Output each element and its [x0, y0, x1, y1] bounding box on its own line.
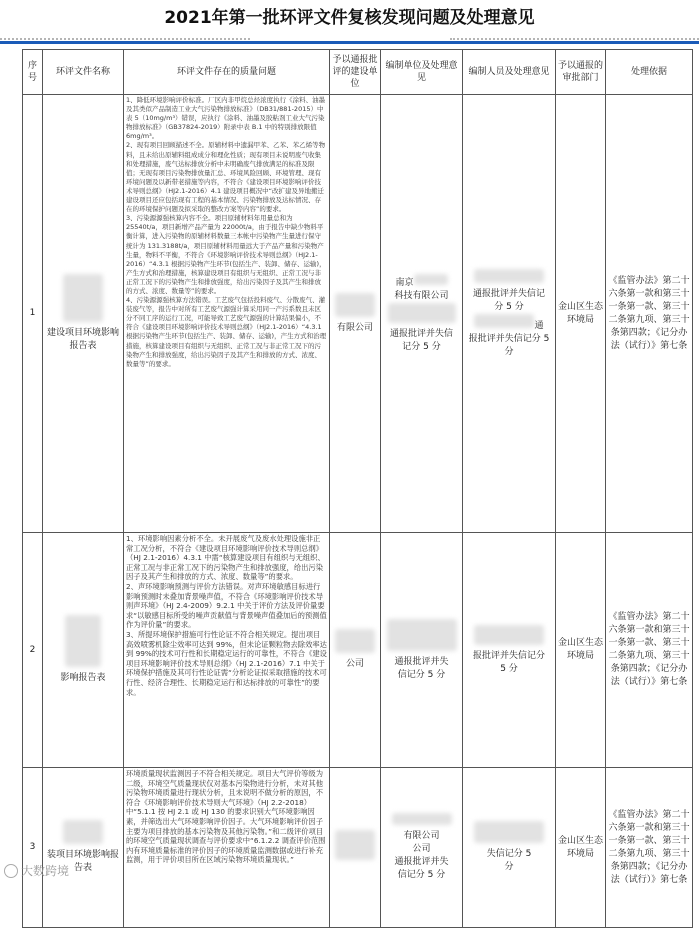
col-header-issues: 环评文件存在的质量问题	[124, 50, 330, 95]
issue-paragraph: 3、所提环境保护措施可行性论证不符合相关规定。提出项目高效喷雾机除尘效率可达到 99%，但未论证颗粒物去除效率达到 99%的技术可行性和长期稳定运行的可靠性，不符合《建设项目环境影响评价技术导则总纲》（HJ 2.1-2016）7.1 中关于环境保护措施及其可行性论证需“分析论证拟采取措施的技术可行性、经济合理性、长期稳定运行和达标排放的可靠性”的要求。	[126, 629, 327, 697]
col-header-basis: 处理依据	[606, 50, 693, 95]
table-row	[23, 533, 693, 768]
table-header-row	[23, 50, 693, 95]
org-penalty: 通报批评并失	[394, 656, 449, 667]
redacted-block	[63, 820, 103, 844]
redacted-block	[392, 813, 452, 825]
table-row	[23, 95, 693, 533]
document-name-cell	[43, 533, 124, 768]
redacted-block	[63, 274, 103, 322]
issue-paragraph: 3、污染源源强核算内容不全。项目原辅材料年用量总和为 25540t/a，项目新增产品产量为 22000t/a，由于报告中缺少物料平衡计算，进入污染物的原辅材料数量三本帐中污染物产生量进行保守统计为 131.3188t/a，项目原辅材料用量远大于产品产量和污染物产生量，物料不平衡，不符合《环境影响评价技术导则总纲》（HJ2.1-2016）“4.3.1 根据污染物产生环节(包括生产、装卸、储存、运输)，产生方式和治理措施，核算建设项目有组织与无组织、正常工况与非正常工况下的污染物产生和排放强度，给出污染因子及其产生和排放的方式、浓度、数量等”的要求。	[126, 214, 326, 295]
watermark-text: 大数跨境	[21, 864, 70, 878]
redacted-block	[474, 314, 534, 328]
person-penalty-score: 分	[504, 862, 514, 872]
issue-paragraph: 1、降低环境影响评价标准。厂区内非甲烷总烃浓度执行《涂料、油墨及其类似产品制造工业大气污染物排放标准》（DB31/881-2015）中表 5（10mg/m³）错误，应执行《涂料、油墨及胶粘剂工业大气污染物排放标准》（GB37824-2019）附录中表 B.1 中的特别排放限值 6mg/m³。	[126, 96, 326, 141]
approver-name: 公司	[345, 659, 364, 669]
document-name: 影响报告表	[60, 673, 106, 683]
issue-paragraph: 环境质量现状监测因子不符合相关规定。项目大气评价等级为二级，环境空气质量现状仅对基本污染物进行分析，未对其他污染物环境质量进行现状分析，且未说明不做分析的原因，不符合《环境影响评价技术导则大气环境》（HJ 2.2-2018）中“5.1.1 按 HJ 2.1 或 HJ 130 的要求识别大气环境影响因素，并筛选出大气环境影响评价因子。大气环境影响评价因子主要为项目排放的基本污染物及其他污染物。”和二级评价项目的环境空气质量现状调查与评价要求中“6.1.2.2 调查评价范围内有环境质量标准的评价因子的环境质量监测数据或进行补充监测，用于评价项目所在区域污染物环境质量现状。”	[126, 769, 326, 865]
issues-cell	[124, 533, 330, 768]
issue-paragraph: 2、声环境影响预测与评价方法错误。对声环境敏感目标进行影响预测时未叠加背景噪声值，不符合《环境影响评价技术导则声环境》（HJ 2.4-2009）9.2.1 中关于评价方法及评价量要求“以敏感目标所受的噪声贡献值与背景噪声值叠加后的预测值作为评价量”的要求。	[126, 581, 327, 630]
basis-cell: 《监管办法》第二十六条第一款和第三十一条第一款、第三十二条第九项、第三十条第四款；《记分办法（试行）》第七条	[606, 768, 693, 928]
org-cell	[381, 768, 463, 928]
person-cell	[463, 533, 556, 768]
issues-cell	[124, 95, 330, 533]
page-title: 2021年第一批环评文件复核发现问题及处理意见	[164, 8, 535, 28]
redacted-block	[335, 830, 375, 860]
person-cell	[463, 95, 556, 533]
person-penalty-b-text: 报批评并失信记分 5 分	[468, 333, 550, 357]
issues-cell	[124, 768, 330, 928]
redacted-block	[474, 821, 544, 843]
issues-table	[22, 49, 693, 928]
col-header-person: 编制人员及处理意见	[463, 50, 556, 95]
col-header-approver: 予以通报批评的建设单位	[330, 50, 381, 95]
row-number: 3	[23, 768, 43, 928]
org-cell	[381, 95, 463, 533]
document-name: 建设项目环境影响报告表	[46, 328, 119, 351]
org-name: 公司	[412, 844, 431, 854]
org-penalty-score: 记分 5 分	[402, 341, 441, 352]
person-penalty-score: 分 5 分	[494, 301, 524, 312]
org-penalty: 通报批评并失信	[389, 328, 453, 339]
issue-paragraph: 1、环境影响因素分析不全。未开展废气及废水处理设施非正常工况分析，不符合《建设项目环境影响评价技术导则总纲》（HJ 2.1-2016）4.3.1 中需“核算建设项目有组织与无组织、正常工况与非正常工况下的污染物产生和排放强度，给出污染因子及其产生和排放的方式、浓度、数量等”的要求。	[126, 534, 325, 582]
issue-paragraph: 2、现有项目回顾描述不全。原辅材料中遗漏甲苯、乙苯、苯乙烯等物料，且未给出原辅料组成成分和理化性质；现有项目未说明废气收集和处理措施，废气达标排放分析中未明确废气排放满足的标准及限值；无现有项目污染物排放量汇总、环境风险回顾、环境管理、现有环境问题及以新带老措施等内容，不符合《建设项目环境影响评价技术导则总纲》（HJ2.1-2016）4.1 建设项目概况中“改扩建及异地搬迁建设项目还应包括现有工程的基本情况、污染物排放及达标情况、存在的环境保护问题及拟采取的整改方案等内容”的要求。	[126, 141, 326, 214]
approver-name: 有限公司	[336, 322, 373, 333]
row-number: 1	[23, 95, 43, 533]
basis-cell: 《监管办法》第二十六条第一款和第三十一条第一款、第三十二条第九项、第三十条第四款；《记分办法（试行）》第七条	[606, 533, 693, 768]
person-penalty: 通报批评并失信记	[472, 288, 545, 299]
org-name-top: 有限公司	[403, 831, 440, 841]
document-name-cell	[43, 95, 124, 533]
issue-paragraph: 4、污染源源强核算方法错误。工艺废气包括投料废气、分散废气、灌装废气等，报告中对所有工艺废气源强计算采用同一产污系数且未区分不同工序的运行工况，可能导致工艺废气源强的计算结果偏小，不符合《建设项目环境影响评价技术导则总纲》（HJ2.1-2016）“4.3.1 根据污染物产生环节(包括生产、装卸、储存、运输)，产生方式和治理措施，核算建设项目有组织与无组织、正常工况与非正常工况下的污染物产生和排放强度，给出污染因子及其产生和排放的方式、浓度、数量等”的要求。	[126, 296, 327, 368]
approver-cell	[330, 95, 381, 533]
org-penalty-score: 信记分 5 分	[397, 669, 446, 680]
person-cell	[463, 768, 556, 928]
redacted-block	[387, 619, 457, 651]
org-name: 科技有限公司	[394, 290, 449, 301]
header-rule	[0, 41, 699, 44]
document-name: 装项目环境影响报告表	[46, 850, 119, 873]
col-header-name: 环评文件名称	[43, 50, 124, 95]
approver-cell	[330, 768, 381, 928]
org-penalty: 通报批评并失	[394, 857, 449, 867]
redacted-block	[474, 625, 544, 645]
redacted-block	[414, 274, 448, 285]
col-header-no: 序号	[23, 50, 43, 95]
person-penalty: 报批评并失信记分	[472, 650, 545, 661]
watermark-logo-icon	[4, 864, 18, 878]
redacted-block	[388, 303, 456, 323]
redacted-block	[474, 269, 544, 283]
col-header-dept: 予以通报的审批部门	[556, 50, 606, 95]
basis-cell: 《监管办法》第二十六条第一款和第三十一条第一款、第三十二条第九项、第三十条第四款；《记分办法（试行）》第七条	[606, 95, 693, 533]
org-cell	[381, 533, 463, 768]
person-penalty-score: 5 分	[500, 663, 518, 674]
redacted-block	[335, 629, 375, 653]
department-cell: 金山区生态环境局	[556, 533, 606, 768]
redacted-block	[65, 615, 101, 667]
department-cell: 金山区生态环境局	[556, 95, 606, 533]
department-cell: 金山区生态环境局	[556, 768, 606, 928]
person-penalty-b: 通	[534, 320, 544, 331]
org-name-top: 南京	[395, 277, 414, 288]
person-penalty: 失信记分 5	[486, 849, 532, 859]
row-number: 2	[23, 533, 43, 768]
org-penalty-score: 信记分 5 分	[397, 870, 446, 880]
approver-cell	[330, 533, 381, 768]
redacted-block	[335, 293, 375, 317]
watermark	[4, 862, 69, 879]
document-name-cell	[43, 768, 124, 928]
col-header-org: 编制单位及处理意见	[381, 50, 463, 95]
table-row	[23, 768, 693, 928]
